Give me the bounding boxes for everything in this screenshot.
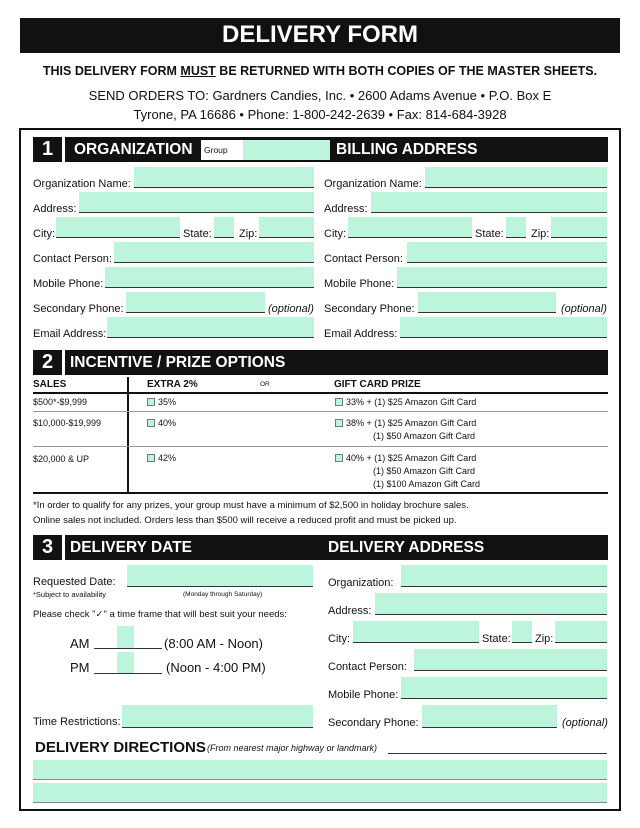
am-underline xyxy=(94,648,162,649)
bill-email-label: Email Address: xyxy=(324,328,398,340)
requested-date-label: Requested Date: xyxy=(33,576,116,588)
group-id-label: Group xyxy=(201,140,243,160)
org-email-label: Email Address: xyxy=(33,328,107,340)
incentive-title: INCENTIVE / PRIZE OPTIONS xyxy=(70,354,286,371)
gift-line: 33% + (1) $25 Amazon Gift Card xyxy=(346,397,477,407)
gift-line: (1) $50 Amazon Gift Card xyxy=(373,466,476,476)
org-state-label: State: xyxy=(183,228,212,240)
gift-checkbox[interactable] xyxy=(335,454,343,462)
del-mobile-input[interactable] xyxy=(401,677,607,699)
org-contact-input[interactable] xyxy=(114,242,314,263)
bill-optional-label: (optional) xyxy=(561,303,607,315)
billing-address-title: BILLING ADDRESS xyxy=(336,141,478,158)
am-time: (8:00 AM - Noon) xyxy=(164,636,263,651)
del-secondary-label: Secondary Phone: xyxy=(328,717,419,729)
del-secondary-input[interactable] xyxy=(422,705,557,728)
org-mobile-label: Mobile Phone: xyxy=(33,278,104,290)
org-address-label: Address: xyxy=(33,203,77,215)
bill-email-input[interactable] xyxy=(400,317,607,338)
del-city-label: City: xyxy=(328,633,350,645)
requested-date-input[interactable] xyxy=(127,565,313,587)
pm-checkbox[interactable] xyxy=(117,652,134,674)
table-header-rule xyxy=(33,392,608,394)
restrictions-label: Time Restrictions: xyxy=(33,716,121,728)
sales-tier: $10,000-$19,999 xyxy=(33,418,102,428)
section3-number: 3 xyxy=(33,535,65,560)
bill-zip-label: Zip: xyxy=(531,228,550,240)
bill-state-label: State: xyxy=(475,228,504,240)
group-id-input[interactable] xyxy=(243,140,330,160)
col-or: OR xyxy=(260,381,270,388)
del-zip-label: Zip: xyxy=(535,633,554,645)
del-city-input[interactable] xyxy=(353,621,479,643)
row-divider xyxy=(33,411,608,412)
sales-tier: $20,000 & UP xyxy=(33,454,90,464)
del-optional-label: (optional) xyxy=(562,717,608,729)
notice-post: BE RETURNED WITH BOTH COPIES OF THE MASTER SHEETS. xyxy=(215,64,598,78)
send-orders-line: SEND ORDERS TO: Gardners Candies, Inc. • 2600 Adams Avenue • P.O. Box E xyxy=(88,88,552,103)
table-bottom-rule xyxy=(33,492,608,494)
pm-time: (Noon - 4:00 PM) xyxy=(166,660,266,675)
org-contact-label: Contact Person: xyxy=(33,253,112,265)
extra-checkbox[interactable] xyxy=(147,454,155,462)
bill-mobile-label: Mobile Phone: xyxy=(324,278,395,290)
org-name-label: Organization Name: xyxy=(33,178,131,190)
del-mobile-label: Mobile Phone: xyxy=(328,689,399,701)
sales-tier: $500*-$9,999 xyxy=(33,397,88,407)
bill-secondary-label: Secondary Phone: xyxy=(324,303,415,315)
directions-input-line1[interactable] xyxy=(33,760,607,780)
del-contact-input[interactable] xyxy=(414,649,607,671)
del-zip-input[interactable] xyxy=(555,621,607,643)
organization-title: ORGANIZATION xyxy=(74,141,193,158)
restrictions-input[interactable] xyxy=(122,705,313,728)
weekday-note: (Monday through Saturday) xyxy=(183,591,263,598)
row-divider xyxy=(33,446,608,447)
org-mobile-input[interactable] xyxy=(105,267,314,288)
del-org-input[interactable] xyxy=(401,565,607,587)
bill-mobile-input[interactable] xyxy=(397,267,607,288)
extra-value: 40% xyxy=(158,418,177,428)
return-notice xyxy=(20,64,620,78)
del-state-label: State: xyxy=(482,633,511,645)
notice-must: MUST xyxy=(180,64,216,78)
bill-contact-input[interactable] xyxy=(407,242,607,263)
section2-number: 2 xyxy=(33,350,65,375)
delivery-date-title: DELIVERY DATE xyxy=(70,539,193,556)
delivery-address-title: DELIVERY ADDRESS xyxy=(328,539,485,556)
gift-line: (1) $50 Amazon Gift Card xyxy=(373,431,476,441)
del-org-label: Organization: xyxy=(328,577,394,589)
section1-number: 1 xyxy=(33,137,65,162)
gift-line: 40% + (1) $25 Amazon Gift Card xyxy=(346,453,477,463)
del-address-label: Address: xyxy=(328,605,372,617)
bill-city-label: City: xyxy=(324,228,346,240)
table-vertical-rule xyxy=(127,377,129,493)
pm-underline xyxy=(94,673,162,674)
del-contact-label: Contact Person: xyxy=(328,661,407,673)
extra-checkbox[interactable] xyxy=(147,398,155,406)
am-label: AM xyxy=(70,636,90,651)
am-checkbox[interactable] xyxy=(117,626,134,648)
col-gift: GIFT CARD PRIZE xyxy=(334,379,421,390)
org-city-label: City: xyxy=(33,228,55,240)
gift-line: 38% + (1) $25 Amazon Gift Card xyxy=(346,418,477,428)
col-sales: SALES xyxy=(33,379,67,390)
org-secondary-label: Secondary Phone: xyxy=(33,303,124,315)
del-address-input[interactable] xyxy=(375,593,607,615)
extra-value: 35% xyxy=(158,397,177,407)
col-extra: EXTRA 2% xyxy=(147,379,198,390)
directions-hint: (From nearest major highway or landmark) xyxy=(207,743,378,753)
bill-address-input[interactable] xyxy=(371,192,607,213)
pm-label: PM xyxy=(70,660,90,675)
org-zip-label: Zip: xyxy=(239,228,258,240)
gift-line: (1) $100 Amazon Gift Card xyxy=(373,479,481,489)
gift-checkbox[interactable] xyxy=(335,398,343,406)
del-state-input[interactable] xyxy=(512,621,532,643)
form-title: DELIVERY FORM xyxy=(221,21,419,48)
org-state-input[interactable] xyxy=(214,217,234,238)
bill-name-label: Organization Name: xyxy=(324,178,422,190)
bill-address-label: Address: xyxy=(324,203,368,215)
extra-value: 42% xyxy=(158,453,177,463)
directions-underline xyxy=(388,753,607,754)
footnote-line: *In order to qualify for any prizes, your group must have a minimum of $2,500 in holiday brochure sales. xyxy=(33,500,469,511)
bill-city-input[interactable] xyxy=(348,217,472,238)
check-instruction: Please check "✓" a time frame that will best suit your needs: xyxy=(33,609,287,620)
bill-zip-input[interactable] xyxy=(551,217,607,238)
extra-checkbox[interactable] xyxy=(147,419,155,427)
directions-input-line2[interactable] xyxy=(33,783,607,803)
subject-note: *Subject to availability xyxy=(33,590,106,599)
org-address-input[interactable] xyxy=(79,192,314,213)
org-zip-input[interactable] xyxy=(259,217,314,238)
contact-line: Tyrone, PA 16686 • Phone: 1-800-242-2639 • Fax: 814-684-3928 xyxy=(133,107,507,122)
notice-pre: THIS DELIVERY FORM xyxy=(42,64,181,78)
bill-contact-label: Contact Person: xyxy=(324,253,403,265)
org-secondary-input[interactable] xyxy=(126,292,265,313)
org-city-input[interactable] xyxy=(56,217,180,238)
bill-state-input[interactable] xyxy=(506,217,526,238)
directions-title: DELIVERY DIRECTIONS xyxy=(35,739,206,756)
bill-name-input[interactable] xyxy=(425,167,607,188)
gift-checkbox[interactable] xyxy=(335,419,343,427)
bill-secondary-input[interactable] xyxy=(418,292,556,313)
footnote-line: Online sales not included. Orders less than $500 will receive a reduced profit and must be picked up. xyxy=(33,515,457,526)
org-name-input[interactable] xyxy=(134,167,314,188)
org-optional-label: (optional) xyxy=(268,303,314,315)
org-email-input[interactable] xyxy=(107,317,314,338)
